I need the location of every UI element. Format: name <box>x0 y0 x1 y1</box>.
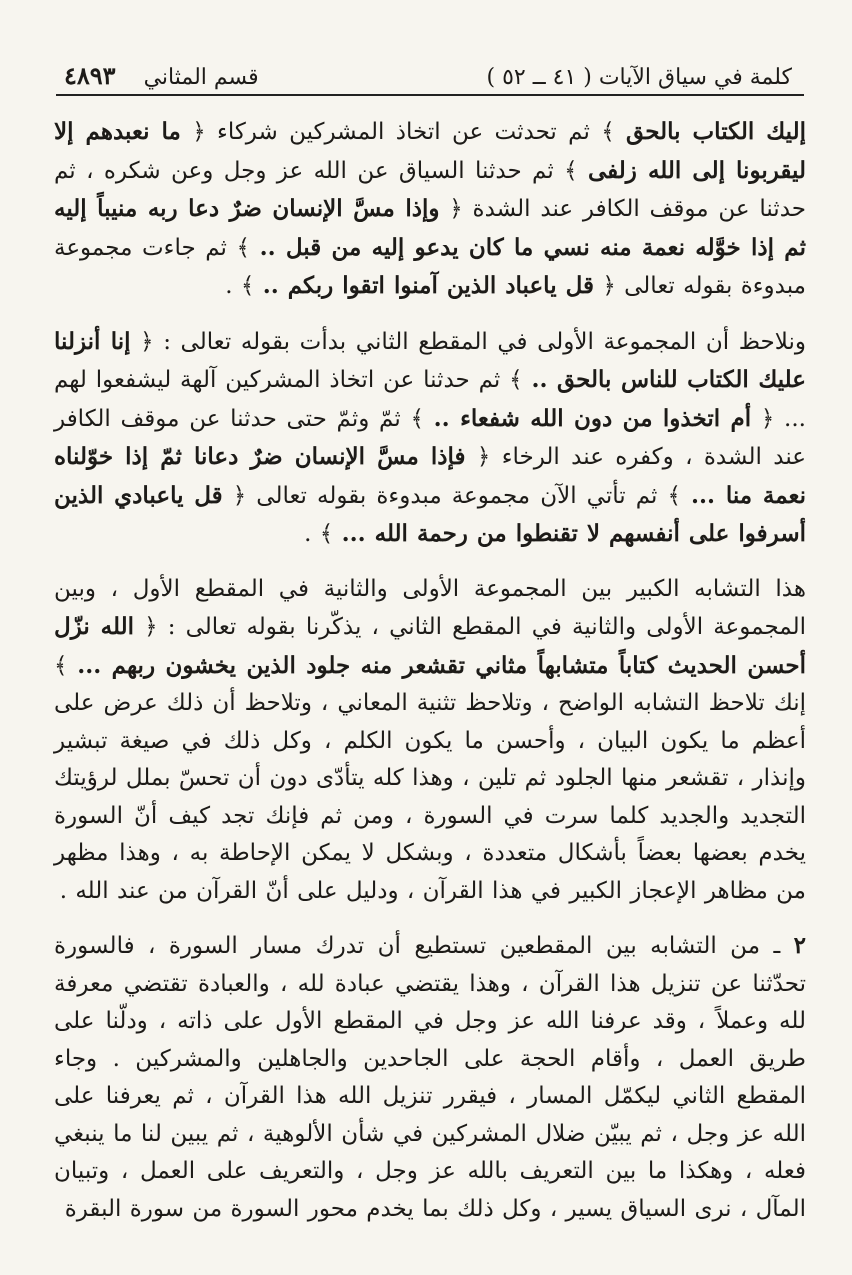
quoted-verse: أم اتخذوا من دون الله شفعاء .. <box>433 404 752 432</box>
quoted-verse: الله نزّل أحسن الحديث كتاباً متشابهاً مثاني تقشعر منه جلود الذين يخشون ربهم ... <box>54 613 806 679</box>
paragraph <box>54 323 806 554</box>
text-segment: ﴾ ثمّ وثمّ حتى حدثنا عن موقف الكافر عند الشدة ، وكفره عند الرخاء ﴿ <box>54 405 807 470</box>
page-number: ٤٨٩٣ <box>64 61 116 90</box>
text-segment: هذا التشابه الكبير بين المجموعة الأولى والثانية في المقطع الأول ، وبين المجموعة الأولى والثانية في المقطع الثاني ، يذكّرنا بقوله تعالى : ﴿ <box>54 575 806 640</box>
paragraph <box>54 113 806 306</box>
header-left-group <box>64 61 259 90</box>
text-segment: ﴾ . <box>225 273 263 299</box>
text-segment: ﴾ ثم حدثنا السياق عن الله عز وجل وعن شكره ، ثم حدثنا عن موقف الكافر عند الشدة ﴿ <box>54 157 806 222</box>
header-title: كلمة في سياق الآيات ( ٤١ ــ ٥٢ ) <box>486 65 792 90</box>
quoted-verse: ٢ <box>793 932 806 959</box>
quoted-verse: قل ياعباد الذين آمنوا اتقوا ربكم .. <box>262 272 595 299</box>
text-segment: ﴾ ثم حدثنا عن اتخاذ المشركين آلهة ليشفعوا لهم ... ﴿ <box>54 367 806 432</box>
text-segment: ﴾ ثم تحدثت عن اتخاذ المشركين شركاء ﴿ <box>180 119 627 145</box>
quoted-verse: إليك الكتاب بالحق <box>626 118 806 145</box>
text-segment: ـ من التشابه بين المقطعين تستطيع أن تدرك مسار السورة ، فالسورة تحدّثنا عن تنزيل هذا القرآن ، وهذا يقتضي عبادة لله ، والعبادة تقتضي معرفة لله وعملاً ، وقد عرفنا الله عز وجل في المقطع الأول على ذاته ، ودلّنا على طريق العمل ، وأقام الحجة على الجاحدين والجاهلين والمشركين . وجاء المقطع الثاني ليكمّل المسار ، فيقرر تنزيل الله هذا القرآن ، ثم يعرفنا على الله عز وجل ، ثم يبيّن ضلال المشركين في شأن الألوهية ، ثم يبين لنا ما ينبغي فعله ، وهكذا ما بين التعريف بالله عز وجل ، والتعريف على العمل ، وتبيان المآل ، نرى السياق يسير ، وكل ذلك بما يخدم محور السورة من سورة البقرة <box>54 933 806 1222</box>
text-segment: ﴾ . <box>304 521 342 547</box>
text-segment: ﴾ إنك تلاحظ التشابه الواضح ، وتلاحظ تثنية المعاني ، وتلاحظ أن ذلك عرض على أعظم ما يكون البيان ، وأحسن ما يكون الكلم ، وكل ذلك في صيغة تبشير وإنذار ، تقشعر منها الجلود ثم تلين ، وهذا كله يتأدّى دون أن تحسّ بملل لرؤيتك التجديد والجديد كلما سرت في السورة ، ومن ثم فإنك تجد كيف أنّ السورة يخدم بعضها بعضاً بأشكال متعددة ، وبشكل لا يمكن الإحاطة به ، وهذا مظهر من مظاهر الإعجاز الكبير في هذا القرآن ، ودليل على أنّ القرآن من عند الله . <box>54 652 806 904</box>
page-header <box>64 52 792 90</box>
paragraph <box>54 927 806 1228</box>
quoted-verse: إنا أنزلنا عليك الكتاب للناس بالحق .. <box>54 327 807 393</box>
text-segment: ﴾ ثم جاءت مجموعة مبدوءة بقوله تعالى ﴿ <box>54 234 806 299</box>
paragraph <box>54 571 806 911</box>
page-body <box>54 113 806 1244</box>
quoted-verse: فإذا مسَّ الإنسان ضرٌ دعانا ثمّ إذا خوّلناه نعمة منا ... <box>54 443 806 509</box>
quoted-verse: قل ياعبادي الذين أسرفوا على أنفسهم لا تقنطوا من رحمة الله ... <box>54 481 806 547</box>
header-rule <box>56 94 804 96</box>
text-segment: ونلاحظ أن المجموعة الأولى في المقطع الثاني بدأت بقوله تعالى : ﴿ <box>130 328 806 355</box>
quoted-verse: ما نعبدهم إلا ليقربونا إلى الله زلفى <box>54 118 807 184</box>
text-segment: ﴾ ثم تأتي الآن مجموعة مبدوءة بقوله تعالى ﴿ <box>222 482 692 509</box>
section-title: قسم المثاني <box>143 65 259 90</box>
quoted-verse: وإذا مسَّ الإنسان ضرٌ دعا ربه منيباً إليه ثم إذا خوَّله نعمة منه نسي ما كان يدعو إليه من قبل .. <box>54 195 806 261</box>
